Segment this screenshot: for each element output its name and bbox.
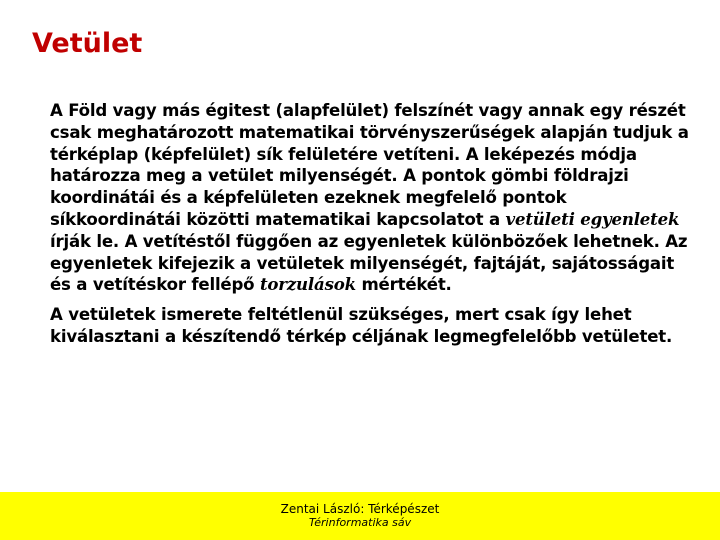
footer-bar <box>0 492 720 540</box>
footer-subtitle: Térinformatika sáv <box>308 516 412 529</box>
paragraph-text: mértékét. <box>355 275 452 295</box>
paragraph-text: írják le. A vetítéstől függően az egyenletek különbözőek lehetnek. Az egyenletek kifejezik a vetületek milyenségét, fajtáját, sajátosságait és a vetítéskor fellépő <box>50 231 688 295</box>
emphasis-vetuleti-egyenletek: vetületi egyenletek <box>505 208 680 229</box>
paragraph-text: A Föld vagy más égitest (alapfelület) felszínét vagy annak egy részét csak meghatározott matematikai törvényszerűségek alapján tudjuk a térképlap (képfelület) sík felületére vetíteni. A leképezés módja határozza meg a vetület milyenségét. A pontok gömbi földrajzi koordinátái és a képfelületen ezeknek megfelelő pontok síkkoordinátái közötti matematikai kapcsolatot a <box>50 101 689 229</box>
slide-title: Vetület <box>32 28 143 59</box>
paragraph-definition <box>50 100 690 296</box>
slide-body <box>50 100 690 356</box>
paragraph-importance: A vetületek ismerete feltétlenül szükséges, mert csak így lehet kiválasztani a készítendő térkép céljának legmegfelelőbb vetületet. <box>50 305 673 346</box>
footer-author: Zentai László: Térképészet <box>280 502 440 516</box>
emphasis-torzulasok: torzulások <box>259 274 356 295</box>
